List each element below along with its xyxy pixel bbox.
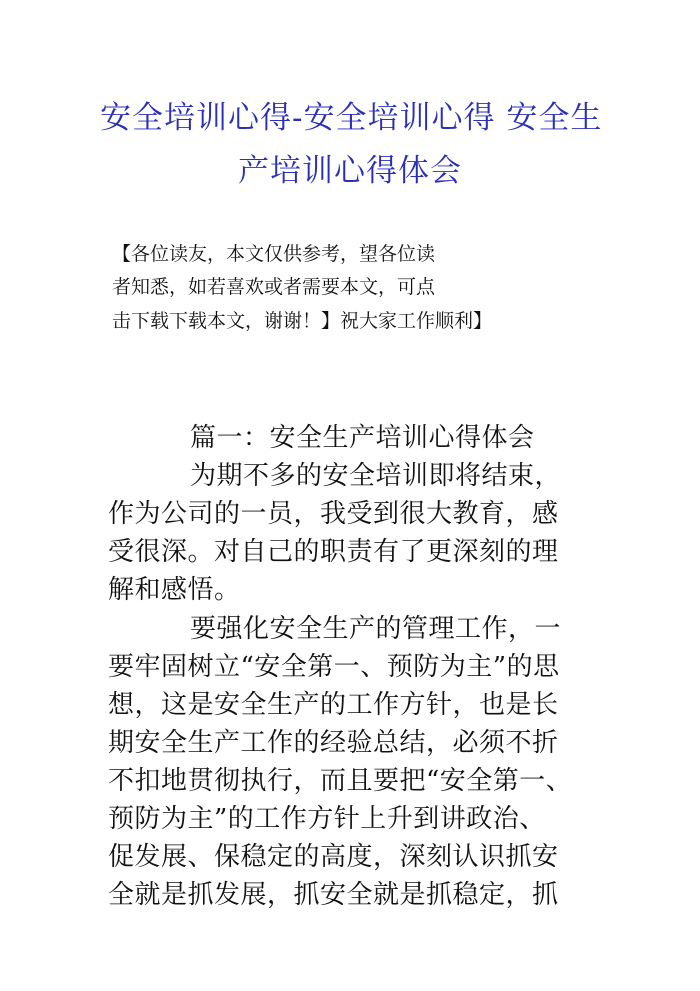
body-text-line: 预防为主”的工作方针上升到讲政治、 <box>108 804 546 834</box>
reader-notice-line-3: 击下载下载本文，谢谢！】祝大家工作顺利】 <box>112 310 493 332</box>
reader-notice-line-1: 【各位读友，本文仅供参考，望各位读 <box>112 243 436 265</box>
body-text-line: 促发展、保稳定的高度，深刻认识抓安 <box>108 842 559 872</box>
section-heading: 篇一：安全生产培训心得体会 <box>190 423 535 453</box>
document-title-line-1: 安全培训心得-安全培训心得 安全生 <box>100 100 603 136</box>
body-text-line: 期安全生产工作的经验总结，必须不折 <box>108 728 559 758</box>
body-text-line: 全就是抓发展，抓安全就是抓稳定，抓 <box>108 880 559 910</box>
body-text-line: 要牢固树立“安全第一、预防为主”的思 <box>108 652 560 682</box>
body-text-line: 解和感悟。 <box>108 575 241 605</box>
body-text-line: 受很深。对自己的职责有了更深刻的理 <box>108 537 559 567</box>
body-text-line: 不扣地贯彻执行，而且要把“安全第一、 <box>108 766 573 796</box>
document-title-line-2: 产培训心得体会 <box>238 153 462 189</box>
body-text-line: 想，这是安全生产的工作方针，也是长 <box>108 690 559 720</box>
body-text-line: 要强化安全生产的管理工作，一 <box>190 614 562 644</box>
body-text-line: 为期不多的安全培训即将结束， <box>190 461 562 491</box>
body-text-line: 作为公司的一员，我受到很大教育，感 <box>108 499 559 529</box>
reader-notice-line-2: 者知悉，如若喜欢或者需要本文，可点 <box>112 276 436 298</box>
